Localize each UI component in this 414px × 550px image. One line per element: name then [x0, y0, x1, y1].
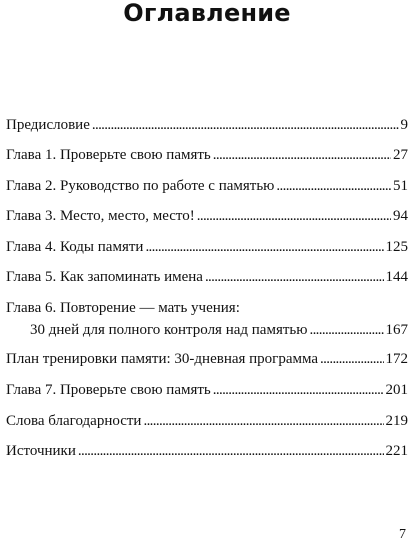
toc-entry-page: 221 — [385, 443, 408, 459]
toc-entry-page: 51 — [393, 178, 408, 194]
dot-leader — [320, 350, 383, 368]
toc-entry-page: 167 — [385, 322, 408, 338]
page-title: Оглавление — [123, 0, 291, 27]
toc-entry-page: 201 — [385, 382, 408, 398]
toc-entry-page: 94 — [393, 208, 408, 224]
dot-leader — [145, 238, 383, 256]
dot-leader — [143, 412, 383, 430]
dot-leader — [197, 207, 391, 225]
toc-entry-label: Глава 7. Проверьте свою память — [6, 382, 211, 398]
toc-entry-page: 172 — [385, 351, 408, 367]
toc-entry-label: Предисловие — [6, 117, 90, 133]
toc-entry-preface — [6, 116, 408, 134]
toc-entry-label: Глава 1. Проверьте свою память — [6, 147, 211, 163]
dot-leader — [276, 177, 391, 195]
toc-entry-page: 144 — [385, 269, 408, 285]
toc-entry-label: Источники — [6, 443, 76, 459]
toc-entry-chapter-7 — [6, 381, 408, 399]
toc-entry-label: Слова благодарности — [6, 413, 142, 429]
page-number: 7 — [399, 527, 406, 542]
toc-entry-page: 219 — [385, 413, 408, 429]
toc-entry-label: Глава 3. Место, место, место! — [6, 208, 195, 224]
toc-entry-training-plan — [6, 350, 408, 368]
toc-entry-chapter-6 — [6, 299, 408, 339]
toc-entry-label: Глава 6. Повторение — мать учения: — [6, 300, 240, 316]
toc-entry-label: План тренировки памяти: 30-дневная программа — [6, 351, 319, 367]
toc-entry-page: 27 — [393, 147, 408, 163]
dot-leader — [205, 268, 384, 286]
toc-entry-page: 125 — [385, 239, 408, 255]
toc-entry-label: Глава 4. Коды памяти — [6, 239, 144, 255]
toc-entry-label-continued: 30 дней для полного контроля над памятью — [30, 322, 308, 338]
toc-entry-chapter-5 — [6, 268, 408, 286]
toc-entry-chapter-2 — [6, 177, 408, 195]
toc-entry-sources — [6, 442, 408, 460]
dot-leader — [92, 116, 399, 134]
dot-leader — [309, 321, 383, 339]
toc-entry-label: Глава 2. Руководство по работе с памятью — [6, 178, 275, 194]
dot-leader — [213, 381, 384, 399]
toc-entry-chapter-4 — [6, 238, 408, 256]
toc-entry-label: Глава 5. Как запоминать имена — [6, 269, 203, 285]
dot-leader — [78, 442, 384, 460]
dot-leader — [213, 146, 391, 164]
toc-entry-page: 9 — [400, 117, 408, 133]
toc-entry-chapter-1 — [6, 146, 408, 164]
toc-entry-chapter-3 — [6, 207, 408, 225]
toc-entry-acknowledgements — [6, 412, 408, 430]
